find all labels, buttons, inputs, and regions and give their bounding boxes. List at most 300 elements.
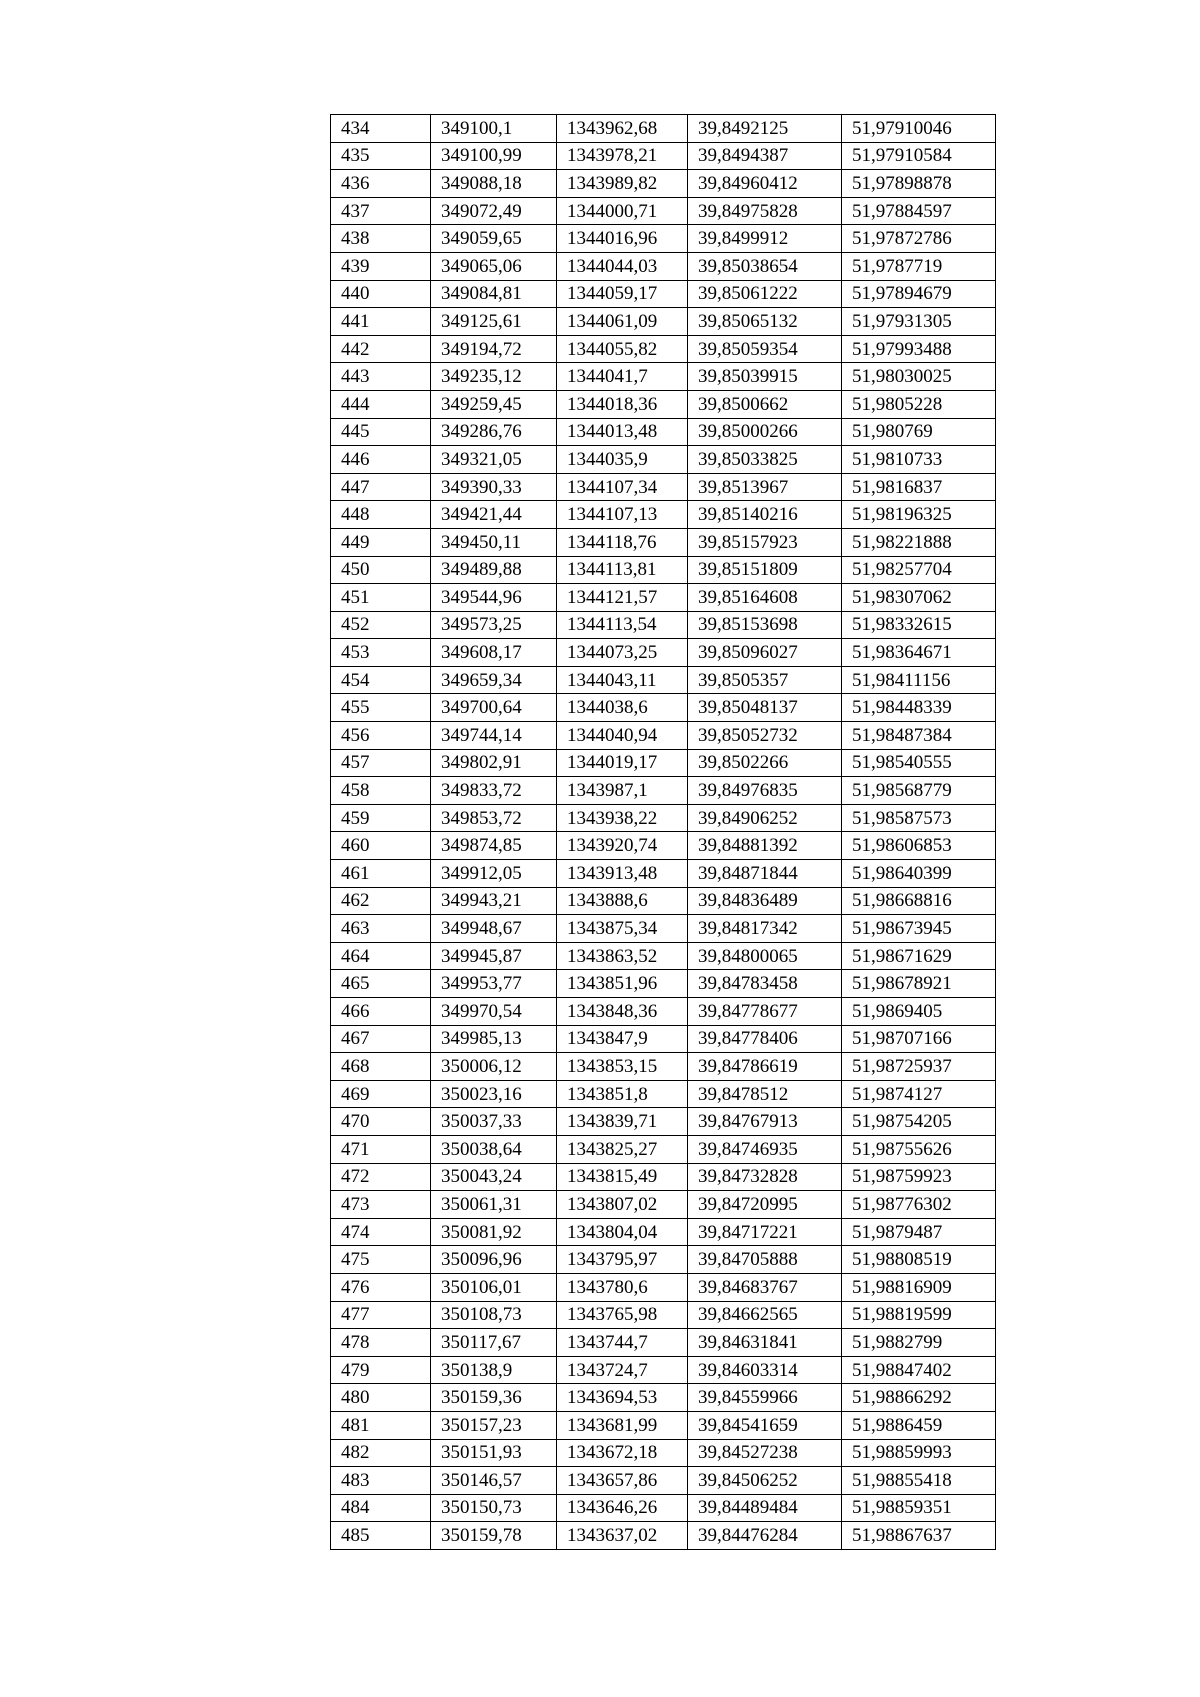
latitude-cell: 51,98411156 [842,666,996,694]
y-coordinate-cell: 1344043,11 [557,666,688,694]
latitude-cell: 51,98332615 [842,611,996,639]
latitude-cell: 51,97894679 [842,280,996,308]
point-number-cell: 467 [331,1025,431,1053]
y-coordinate-cell: 1343875,34 [557,915,688,943]
point-number-cell: 435 [331,142,431,170]
y-coordinate-cell: 1344055,82 [557,335,688,363]
longitude-cell: 39,84975828 [688,197,842,225]
table-row [331,942,996,970]
y-coordinate-cell: 1343694,53 [557,1384,688,1412]
table-row [331,887,996,915]
y-coordinate-cell: 1344040,94 [557,722,688,750]
x-coordinate-cell: 349125,61 [431,308,557,336]
latitude-cell: 51,98867637 [842,1522,996,1550]
y-coordinate-cell: 1344118,76 [557,528,688,556]
y-coordinate-cell: 1343851,8 [557,1080,688,1108]
y-coordinate-cell: 1344041,7 [557,363,688,391]
x-coordinate-cell: 349802,91 [431,749,557,777]
y-coordinate-cell: 1344019,17 [557,749,688,777]
x-coordinate-cell: 349943,21 [431,887,557,915]
x-coordinate-cell: 350159,36 [431,1384,557,1412]
y-coordinate-cell: 1343938,22 [557,804,688,832]
longitude-cell: 39,84541659 [688,1411,842,1439]
latitude-cell: 51,98196325 [842,501,996,529]
longitude-cell: 39,85000266 [688,418,842,446]
x-coordinate-cell: 349235,12 [431,363,557,391]
x-coordinate-cell: 350043,24 [431,1163,557,1191]
table-row [331,418,996,446]
point-number-cell: 451 [331,584,431,612]
point-number-cell: 485 [331,1522,431,1550]
table-row [331,722,996,750]
table-row [331,584,996,612]
table-row [331,639,996,667]
y-coordinate-cell: 1343637,02 [557,1522,688,1550]
latitude-cell: 51,980769 [842,418,996,446]
y-coordinate-cell: 1343978,21 [557,142,688,170]
point-number-cell: 448 [331,501,431,529]
y-coordinate-cell: 1344035,9 [557,446,688,474]
longitude-cell: 39,84717221 [688,1218,842,1246]
y-coordinate-cell: 1343646,26 [557,1494,688,1522]
y-coordinate-cell: 1344113,81 [557,556,688,584]
table-row [331,1329,996,1357]
table-row [331,860,996,888]
longitude-cell: 39,84960412 [688,170,842,198]
table-row [331,1108,996,1136]
table-row [331,1356,996,1384]
longitude-cell: 39,84603314 [688,1356,842,1384]
point-number-cell: 463 [331,915,431,943]
x-coordinate-cell: 349084,81 [431,280,557,308]
latitude-cell: 51,9805228 [842,390,996,418]
point-number-cell: 476 [331,1273,431,1301]
latitude-cell: 51,98725937 [842,1053,996,1081]
point-number-cell: 445 [331,418,431,446]
table-row [331,390,996,418]
table-row [331,1522,996,1550]
table-row [331,1025,996,1053]
point-number-cell: 460 [331,832,431,860]
point-number-cell: 439 [331,252,431,280]
point-number-cell: 468 [331,1053,431,1081]
latitude-cell: 51,98707166 [842,1025,996,1053]
table-row [331,197,996,225]
point-number-cell: 464 [331,942,431,970]
longitude-cell: 39,84720995 [688,1191,842,1219]
point-number-cell: 477 [331,1301,431,1329]
x-coordinate-cell: 350146,57 [431,1467,557,1495]
latitude-cell: 51,98448339 [842,694,996,722]
y-coordinate-cell: 1343851,96 [557,970,688,998]
latitude-cell: 51,98819599 [842,1301,996,1329]
table-row [331,335,996,363]
point-number-cell: 484 [331,1494,431,1522]
x-coordinate-cell: 349489,88 [431,556,557,584]
x-coordinate-cell: 349059,65 [431,225,557,253]
longitude-cell: 39,85140216 [688,501,842,529]
y-coordinate-cell: 1344016,96 [557,225,688,253]
longitude-cell: 39,84506252 [688,1467,842,1495]
table-row [331,1439,996,1467]
longitude-cell: 39,84476284 [688,1522,842,1550]
x-coordinate-cell: 349259,45 [431,390,557,418]
latitude-cell: 51,9816837 [842,473,996,501]
longitude-cell: 39,84705888 [688,1246,842,1274]
longitude-cell: 39,84800065 [688,942,842,970]
y-coordinate-cell: 1343672,18 [557,1439,688,1467]
point-number-cell: 465 [331,970,431,998]
longitude-cell: 39,8502266 [688,749,842,777]
latitude-cell: 51,98540555 [842,749,996,777]
point-number-cell: 479 [331,1356,431,1384]
y-coordinate-cell: 1343863,52 [557,942,688,970]
latitude-cell: 51,97872786 [842,225,996,253]
point-number-cell: 450 [331,556,431,584]
point-number-cell: 446 [331,446,431,474]
x-coordinate-cell: 349072,49 [431,197,557,225]
x-coordinate-cell: 350106,01 [431,1273,557,1301]
table-row [331,1273,996,1301]
table-row [331,473,996,501]
point-number-cell: 478 [331,1329,431,1357]
x-coordinate-cell: 349573,25 [431,611,557,639]
x-coordinate-cell: 349421,44 [431,501,557,529]
latitude-cell: 51,97884597 [842,197,996,225]
x-coordinate-cell: 349945,87 [431,942,557,970]
longitude-cell: 39,8494387 [688,142,842,170]
point-number-cell: 469 [331,1080,431,1108]
point-number-cell: 466 [331,998,431,1026]
longitude-cell: 39,85039915 [688,363,842,391]
latitude-cell: 51,97898878 [842,170,996,198]
longitude-cell: 39,85096027 [688,639,842,667]
x-coordinate-cell: 350151,93 [431,1439,557,1467]
x-coordinate-cell: 349912,05 [431,860,557,888]
y-coordinate-cell: 1344013,48 [557,418,688,446]
y-coordinate-cell: 1343765,98 [557,1301,688,1329]
point-number-cell: 473 [331,1191,431,1219]
x-coordinate-cell: 349659,34 [431,666,557,694]
x-coordinate-cell: 350157,23 [431,1411,557,1439]
table-row [331,1384,996,1412]
table-row [331,170,996,198]
point-number-cell: 481 [331,1411,431,1439]
latitude-cell: 51,98808519 [842,1246,996,1274]
x-coordinate-cell: 349608,17 [431,639,557,667]
x-coordinate-cell: 350138,9 [431,1356,557,1384]
longitude-cell: 39,85038654 [688,252,842,280]
y-coordinate-cell: 1343853,15 [557,1053,688,1081]
latitude-cell: 51,98364671 [842,639,996,667]
x-coordinate-cell: 350108,73 [431,1301,557,1329]
latitude-cell: 51,9886459 [842,1411,996,1439]
y-coordinate-cell: 1343795,97 [557,1246,688,1274]
y-coordinate-cell: 1343839,71 [557,1108,688,1136]
y-coordinate-cell: 1343920,74 [557,832,688,860]
x-coordinate-cell: 349874,85 [431,832,557,860]
y-coordinate-cell: 1344107,34 [557,473,688,501]
longitude-cell: 39,85164608 [688,584,842,612]
table-row [331,446,996,474]
longitude-cell: 39,84732828 [688,1163,842,1191]
longitude-cell: 39,84906252 [688,804,842,832]
point-number-cell: 447 [331,473,431,501]
latitude-cell: 51,97910046 [842,115,996,143]
longitude-cell: 39,85033825 [688,446,842,474]
point-number-cell: 456 [331,722,431,750]
y-coordinate-cell: 1343989,82 [557,170,688,198]
longitude-cell: 39,84778677 [688,998,842,1026]
x-coordinate-cell: 349948,67 [431,915,557,943]
y-coordinate-cell: 1343681,99 [557,1411,688,1439]
table-row [331,501,996,529]
latitude-cell: 51,98030025 [842,363,996,391]
point-number-cell: 442 [331,335,431,363]
point-number-cell: 474 [331,1218,431,1246]
table-row [331,777,996,805]
longitude-cell: 39,85153698 [688,611,842,639]
y-coordinate-cell: 1343804,04 [557,1218,688,1246]
table-row [331,1494,996,1522]
y-coordinate-cell: 1344018,36 [557,390,688,418]
latitude-cell: 51,98668816 [842,887,996,915]
point-number-cell: 480 [331,1384,431,1412]
point-number-cell: 455 [331,694,431,722]
latitude-cell: 51,98606853 [842,832,996,860]
y-coordinate-cell: 1343848,36 [557,998,688,1026]
table-row [331,252,996,280]
latitude-cell: 51,98671629 [842,942,996,970]
table-row [331,998,996,1026]
y-coordinate-cell: 1343780,6 [557,1273,688,1301]
table-row [331,666,996,694]
point-number-cell: 452 [331,611,431,639]
longitude-cell: 39,85048137 [688,694,842,722]
latitude-cell: 51,98568779 [842,777,996,805]
y-coordinate-cell: 1343744,7 [557,1329,688,1357]
coordinates-table [330,114,996,1550]
latitude-cell: 51,98673945 [842,915,996,943]
x-coordinate-cell: 349286,76 [431,418,557,446]
latitude-cell: 51,98859351 [842,1494,996,1522]
latitude-cell: 51,98776302 [842,1191,996,1219]
point-number-cell: 461 [331,860,431,888]
point-number-cell: 434 [331,115,431,143]
x-coordinate-cell: 350159,78 [431,1522,557,1550]
latitude-cell: 51,9874127 [842,1080,996,1108]
x-coordinate-cell: 349450,11 [431,528,557,556]
y-coordinate-cell: 1344000,71 [557,197,688,225]
latitude-cell: 51,98640399 [842,860,996,888]
x-coordinate-cell: 350037,33 [431,1108,557,1136]
longitude-cell: 39,84746935 [688,1135,842,1163]
y-coordinate-cell: 1343807,02 [557,1191,688,1219]
y-coordinate-cell: 1344121,57 [557,584,688,612]
table-row [331,142,996,170]
longitude-cell: 39,84871844 [688,860,842,888]
x-coordinate-cell: 349100,99 [431,142,557,170]
x-coordinate-cell: 349833,72 [431,777,557,805]
point-number-cell: 440 [331,280,431,308]
point-number-cell: 483 [331,1467,431,1495]
longitude-cell: 39,85151809 [688,556,842,584]
point-number-cell: 444 [331,390,431,418]
y-coordinate-cell: 1344061,09 [557,308,688,336]
table-row [331,308,996,336]
point-number-cell: 443 [331,363,431,391]
point-number-cell: 453 [331,639,431,667]
latitude-cell: 51,9810733 [842,446,996,474]
longitude-cell: 39,8478512 [688,1080,842,1108]
longitude-cell: 39,8492125 [688,115,842,143]
x-coordinate-cell: 350006,12 [431,1053,557,1081]
longitude-cell: 39,85157923 [688,528,842,556]
x-coordinate-cell: 349953,77 [431,970,557,998]
point-number-cell: 471 [331,1135,431,1163]
table-row [331,970,996,998]
table-row [331,749,996,777]
longitude-cell: 39,84881392 [688,832,842,860]
latitude-cell: 51,98257704 [842,556,996,584]
longitude-cell: 39,84662565 [688,1301,842,1329]
y-coordinate-cell: 1344044,03 [557,252,688,280]
table-row [331,1218,996,1246]
table-row [331,1246,996,1274]
longitude-cell: 39,84489484 [688,1494,842,1522]
x-coordinate-cell: 349194,72 [431,335,557,363]
table-row [331,556,996,584]
point-number-cell: 482 [331,1439,431,1467]
x-coordinate-cell: 350023,16 [431,1080,557,1108]
latitude-cell: 51,98221888 [842,528,996,556]
x-coordinate-cell: 350081,92 [431,1218,557,1246]
y-coordinate-cell: 1343657,86 [557,1467,688,1495]
table-row [331,115,996,143]
table-row [331,528,996,556]
point-number-cell: 458 [331,777,431,805]
x-coordinate-cell: 349390,33 [431,473,557,501]
x-coordinate-cell: 349700,64 [431,694,557,722]
point-number-cell: 441 [331,308,431,336]
y-coordinate-cell: 1343847,9 [557,1025,688,1053]
table-row [331,363,996,391]
latitude-cell: 51,98859993 [842,1439,996,1467]
x-coordinate-cell: 349100,1 [431,115,557,143]
x-coordinate-cell: 350061,31 [431,1191,557,1219]
table-row [331,1135,996,1163]
y-coordinate-cell: 1344038,6 [557,694,688,722]
point-number-cell: 449 [331,528,431,556]
y-coordinate-cell: 1343815,49 [557,1163,688,1191]
table-row [331,611,996,639]
y-coordinate-cell: 1344113,54 [557,611,688,639]
point-number-cell: 438 [331,225,431,253]
coordinates-table-body [331,115,996,1550]
point-number-cell: 472 [331,1163,431,1191]
y-coordinate-cell: 1343962,68 [557,115,688,143]
longitude-cell: 39,84559966 [688,1384,842,1412]
y-coordinate-cell: 1344059,17 [557,280,688,308]
point-number-cell: 454 [331,666,431,694]
longitude-cell: 39,84778406 [688,1025,842,1053]
latitude-cell: 51,98587573 [842,804,996,832]
y-coordinate-cell: 1343913,48 [557,860,688,888]
x-coordinate-cell: 349065,06 [431,252,557,280]
latitude-cell: 51,97931305 [842,308,996,336]
longitude-cell: 39,85052732 [688,722,842,750]
latitude-cell: 51,9879487 [842,1218,996,1246]
point-number-cell: 457 [331,749,431,777]
table-row [331,225,996,253]
point-number-cell: 470 [331,1108,431,1136]
point-number-cell: 436 [331,170,431,198]
latitude-cell: 51,98855418 [842,1467,996,1495]
x-coordinate-cell: 349321,05 [431,446,557,474]
latitude-cell: 51,98755626 [842,1135,996,1163]
y-coordinate-cell: 1343888,6 [557,887,688,915]
longitude-cell: 39,8499912 [688,225,842,253]
table-row [331,280,996,308]
longitude-cell: 39,84631841 [688,1329,842,1357]
table-row [331,1411,996,1439]
point-number-cell: 459 [331,804,431,832]
table-row [331,1053,996,1081]
longitude-cell: 39,84783458 [688,970,842,998]
table-row [331,1080,996,1108]
x-coordinate-cell: 350150,73 [431,1494,557,1522]
longitude-cell: 39,85061222 [688,280,842,308]
table-row [331,1301,996,1329]
longitude-cell: 39,84767913 [688,1108,842,1136]
x-coordinate-cell: 349970,54 [431,998,557,1026]
x-coordinate-cell: 350117,67 [431,1329,557,1357]
latitude-cell: 51,9869405 [842,998,996,1026]
latitude-cell: 51,98307062 [842,584,996,612]
latitude-cell: 51,98487384 [842,722,996,750]
table-row [331,804,996,832]
table-row [331,832,996,860]
x-coordinate-cell: 349853,72 [431,804,557,832]
point-number-cell: 475 [331,1246,431,1274]
longitude-cell: 39,8505357 [688,666,842,694]
longitude-cell: 39,84683767 [688,1273,842,1301]
longitude-cell: 39,85065132 [688,308,842,336]
latitude-cell: 51,98754205 [842,1108,996,1136]
point-number-cell: 462 [331,887,431,915]
latitude-cell: 51,98847402 [842,1356,996,1384]
longitude-cell: 39,84786619 [688,1053,842,1081]
x-coordinate-cell: 349744,14 [431,722,557,750]
latitude-cell: 51,98866292 [842,1384,996,1412]
latitude-cell: 51,97993488 [842,335,996,363]
longitude-cell: 39,8513967 [688,473,842,501]
y-coordinate-cell: 1343825,27 [557,1135,688,1163]
point-number-cell: 437 [331,197,431,225]
latitude-cell: 51,9787719 [842,252,996,280]
table-row [331,694,996,722]
x-coordinate-cell: 349544,96 [431,584,557,612]
x-coordinate-cell: 349985,13 [431,1025,557,1053]
y-coordinate-cell: 1344107,13 [557,501,688,529]
y-coordinate-cell: 1344073,25 [557,639,688,667]
table-row [331,1467,996,1495]
longitude-cell: 39,84527238 [688,1439,842,1467]
latitude-cell: 51,97910584 [842,142,996,170]
table-row [331,1191,996,1219]
y-coordinate-cell: 1343724,7 [557,1356,688,1384]
longitude-cell: 39,84976835 [688,777,842,805]
